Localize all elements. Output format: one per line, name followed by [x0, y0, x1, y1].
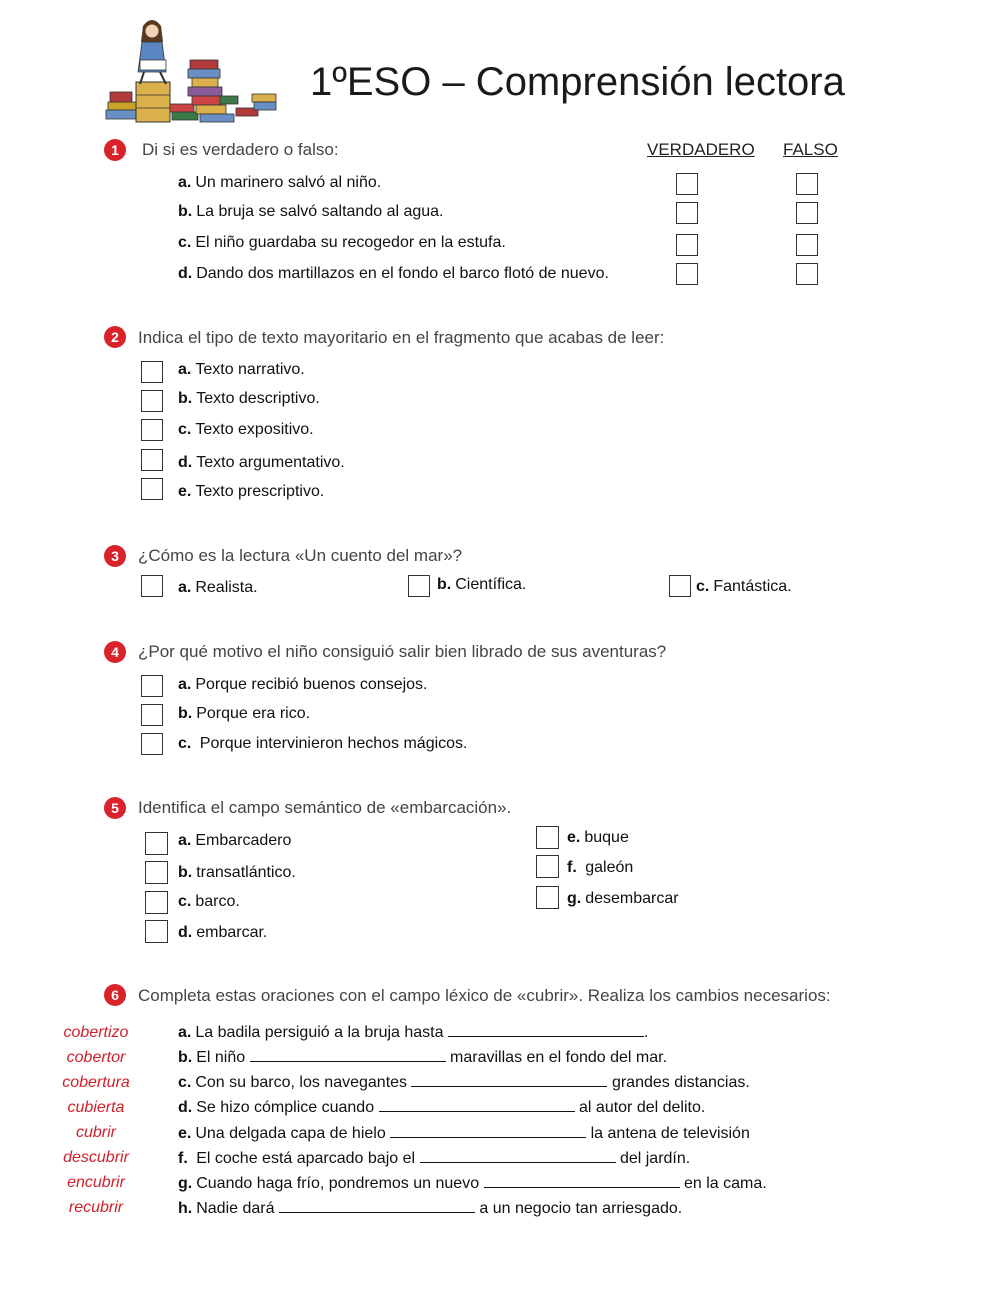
q2-item-d: d. Texto argumentativo. [178, 454, 345, 471]
question-6-prompt: Completa estas oraciones con el campo léxico de «cubrir». Realiza los cambios necesarios: [138, 986, 831, 1005]
page-title: 1ºESO – Comprensión lectora [310, 60, 845, 104]
q1-item-b: b. La bruja se salvó saltando al agua. [178, 203, 444, 220]
q6-sentence-g: g. Cuando haga frío, pondremos un nuevo en la cama. [178, 1175, 767, 1192]
q5-a-checkbox[interactable] [145, 832, 168, 855]
q2-item-e: e. Texto prescriptivo. [178, 483, 325, 500]
q2-item-a: a. Texto narrativo. [178, 361, 305, 378]
q4-a-checkbox[interactable] [141, 675, 163, 697]
fill-in-blank[interactable] [411, 1072, 607, 1087]
q2-a-checkbox[interactable] [141, 361, 163, 383]
q2-c-checkbox[interactable] [141, 419, 163, 441]
column-header-true: VERDADERO [647, 140, 755, 159]
question-5-prompt: Identifica el campo semántico de «embarcación». [138, 798, 512, 817]
q6-sentence-c: c. Con su barco, los navegantes grandes distancias. [178, 1074, 750, 1091]
q1-item-a: a. Un marinero salvó al niño. [178, 174, 382, 191]
q2-b-checkbox[interactable] [141, 390, 163, 412]
q4-item-a: a. Porque recibió buenos consejos. [178, 676, 428, 693]
word-bank-item: encubrir [67, 1174, 125, 1191]
fill-in-blank[interactable] [420, 1148, 616, 1163]
q6-sentence-f: f. El coche está aparcado bajo el del jardín. [178, 1150, 691, 1167]
q3-c-checkbox[interactable] [669, 575, 691, 597]
q2-item-c: c. Texto expositivo. [178, 421, 314, 438]
q3-item-a: a. Realista. [178, 579, 258, 596]
word-bank-item: cobertura [62, 1074, 130, 1091]
q1-b-true-checkbox[interactable] [676, 202, 698, 224]
word-bank-item: cobertor [66, 1049, 126, 1066]
q5-c-checkbox[interactable] [145, 891, 168, 914]
q1-item-c: c. El niño guardaba su recogedor en la estufa. [178, 234, 506, 251]
q5-d-checkbox[interactable] [145, 920, 168, 943]
q4-b-checkbox[interactable] [141, 704, 163, 726]
question-4-prompt: ¿Por qué motivo el niño consiguió salir bien librado de sus aventuras? [138, 642, 667, 661]
word-bank-item: descubrir [63, 1149, 129, 1166]
q5-item-a: a. Embarcadero [178, 832, 292, 849]
question-1-prompt: Di si es verdadero o falso: [142, 140, 339, 159]
q3-item-c: c. Fantástica. [696, 578, 792, 595]
girl-reading-books-illustration [100, 12, 280, 127]
q1-d-false-checkbox[interactable] [796, 263, 818, 285]
q6-sentence-e: e. Una delgada capa de hielo la antena de televisión [178, 1125, 750, 1142]
word-bank-item: cubierta [67, 1099, 125, 1116]
q5-e-checkbox[interactable] [536, 826, 559, 849]
question-number-1: 1 [104, 139, 126, 161]
fill-in-blank[interactable] [250, 1047, 446, 1062]
q5-item-e: e. buque [567, 829, 629, 846]
q5-item-d: d. embarcar. [178, 924, 268, 941]
fill-in-blank[interactable] [379, 1097, 575, 1112]
q3-item-b: b. Científica. [437, 576, 527, 593]
q2-d-checkbox[interactable] [141, 449, 163, 471]
q3-a-checkbox[interactable] [141, 575, 163, 597]
q5-item-b: b. transatlántico. [178, 864, 296, 881]
q3-b-checkbox[interactable] [408, 575, 430, 597]
question-2-prompt: Indica el tipo de texto mayoritario en el fragmento que acabas de leer: [138, 328, 665, 347]
q6-sentence-b: b. El niño maravillas en el fondo del mar. [178, 1049, 668, 1066]
q1-item-d: d. Dando dos martillazos en el fondo el barco flotó de nuevo. [178, 265, 609, 282]
word-bank-item: cobertizo [63, 1024, 129, 1041]
question-number-2: 2 [104, 326, 126, 348]
q5-f-checkbox[interactable] [536, 855, 559, 878]
q1-b-false-checkbox[interactable] [796, 202, 818, 224]
word-bank-item: cubrir [75, 1124, 116, 1141]
question-number-3: 3 [104, 545, 126, 567]
fill-in-blank[interactable] [279, 1198, 475, 1213]
q6-sentence-d: d. Se hizo cómplice cuando al autor del delito. [178, 1099, 706, 1116]
fill-in-blank[interactable] [484, 1173, 680, 1188]
q2-e-checkbox[interactable] [141, 478, 163, 500]
q4-c-checkbox[interactable] [141, 733, 163, 755]
q5-item-c: c. barco. [178, 893, 240, 910]
q5-item-f: f. galeón [567, 859, 634, 876]
q5-item-g: g. desembarcar [567, 890, 679, 907]
q1-a-false-checkbox[interactable] [796, 173, 818, 195]
q1-a-true-checkbox[interactable] [676, 173, 698, 195]
q4-item-b: b. Porque era rico. [178, 705, 311, 722]
q6-sentence-a: a. La badila persiguió a la bruja hasta . [178, 1024, 649, 1041]
question-number-5: 5 [104, 797, 126, 819]
question-number-6: 6 [104, 984, 126, 1006]
question-3-prompt: ¿Cómo es la lectura «Un cuento del mar»? [138, 546, 463, 565]
fill-in-blank[interactable] [390, 1123, 586, 1138]
q5-b-checkbox[interactable] [145, 861, 168, 884]
word-bank-item: recubrir [68, 1199, 124, 1216]
q6-sentence-h: h. Nadie dará a un negocio tan arriesgado. [178, 1200, 683, 1217]
q1-d-true-checkbox[interactable] [676, 263, 698, 285]
q4-item-c: c. Porque intervinieron hechos mágicos. [178, 735, 468, 752]
q5-g-checkbox[interactable] [536, 886, 559, 909]
question-number-4: 4 [104, 641, 126, 663]
q1-c-true-checkbox[interactable] [676, 234, 698, 256]
q2-item-b: b. Texto descriptivo. [178, 390, 320, 407]
q1-c-false-checkbox[interactable] [796, 234, 818, 256]
column-header-false: FALSO [783, 140, 838, 159]
fill-in-blank[interactable] [448, 1022, 644, 1037]
